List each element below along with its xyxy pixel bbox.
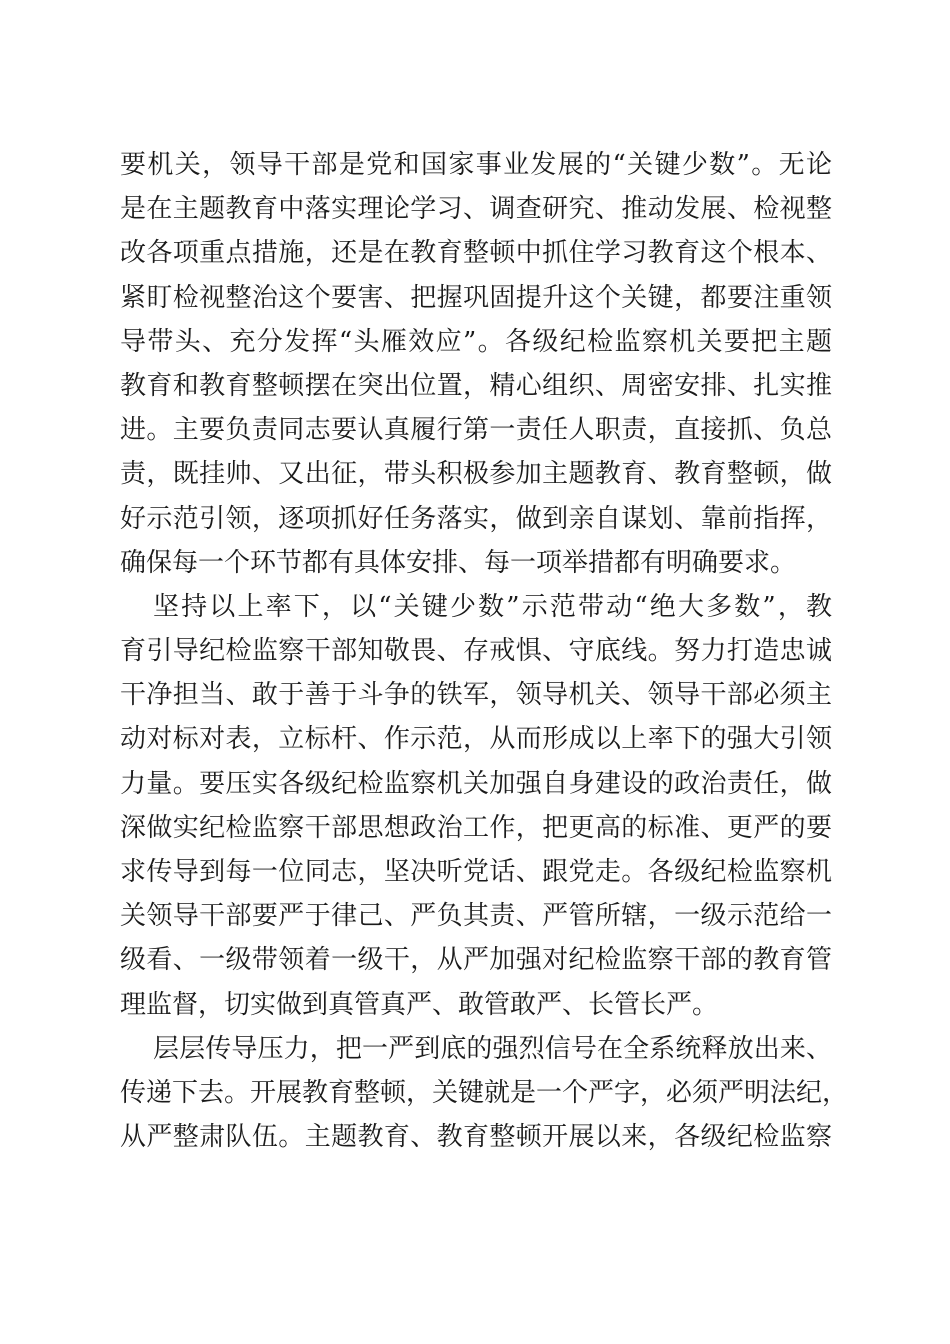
- text-line: 理监督，切实做到真管真严、敢管敢严、长管长严。: [120, 989, 719, 1020]
- text-line: 要机关，领导干部是党和国家事业发展的“关键少数”。无论: [120, 150, 832, 180]
- text-line: 动对标对表，立标杆、作示范，从而形成以上率下的强大引领: [120, 724, 832, 755]
- text-line: 深做实纪检监察干部思想政治工作，把更高的标准、更严的要: [120, 812, 832, 843]
- text-line: 改各项重点措施，还是在教育整顿中抓住学习教育这个根本、: [120, 238, 832, 269]
- text-line: 确保每一个环节都有具体安排、每一项举措都有明确要求。: [120, 547, 797, 578]
- text-line: 紧盯检视整治这个要害、把握巩固提升这个关键，都要注重领: [120, 282, 832, 313]
- text-line: 育引导纪检监察干部知敬畏、存戒惧、守底线。努力打造忠诚: [120, 636, 832, 667]
- text-line: 关领导干部要严于律己、严负其责、严管所辖，一级示范给一: [120, 901, 832, 932]
- text-line: 教育和教育整顿摆在突出位置，精心组织、周密安排、扎实推: [120, 370, 832, 401]
- text-line: 是在主题教育中落实理论学习、调查研究、推动发展、检视整: [120, 194, 832, 225]
- text-line: 导带头、充分发挥“头雁效应”。各级纪检监察机关要把主题: [120, 326, 832, 357]
- text-line: 责，既挂帅、又出征，带头积极参加主题教育、教育整顿，做: [120, 459, 832, 490]
- text-line: 好示范引领，逐项抓好任务落实，做到亲自谋划、靠前指挥，: [120, 503, 832, 534]
- paragraph-1: [120, 143, 832, 585]
- text-line: 层层传导压力，把一严到底的强烈信号在全系统释放出来、: [153, 1033, 832, 1064]
- text-line: 求传导到每一位同志，坚决听党话、跟党走。各级纪检监察机: [120, 857, 832, 887]
- paragraph-3: [120, 1027, 849, 1160]
- text-line: 进。主要负责同志要认真履行第一责任人职责，直接抓、负总: [120, 415, 832, 446]
- text-line: 力量。要压实各级纪检监察机关加强自身建设的政治责任，做: [120, 768, 832, 799]
- text-line: 级看、一级带领着一级干，从严加强对纪检监察干部的教育管: [120, 945, 832, 976]
- text-line: 干净担当、敢于善于斗争的铁军，领导机关、领导干部必须主: [120, 680, 832, 711]
- text-line: 从严整肃队伍。主题教育、教育整顿开展以来，各级纪检监察: [120, 1122, 832, 1153]
- text-line: 坚持以上率下，以“关键少数”示范带动“绝大多数”，教: [153, 591, 832, 622]
- paragraph-2: [120, 585, 832, 1027]
- text-line: 传递下去。开展教育整顿，关键就是一个严字，必须严明法纪，: [120, 1077, 849, 1108]
- document-body: [120, 143, 849, 1159]
